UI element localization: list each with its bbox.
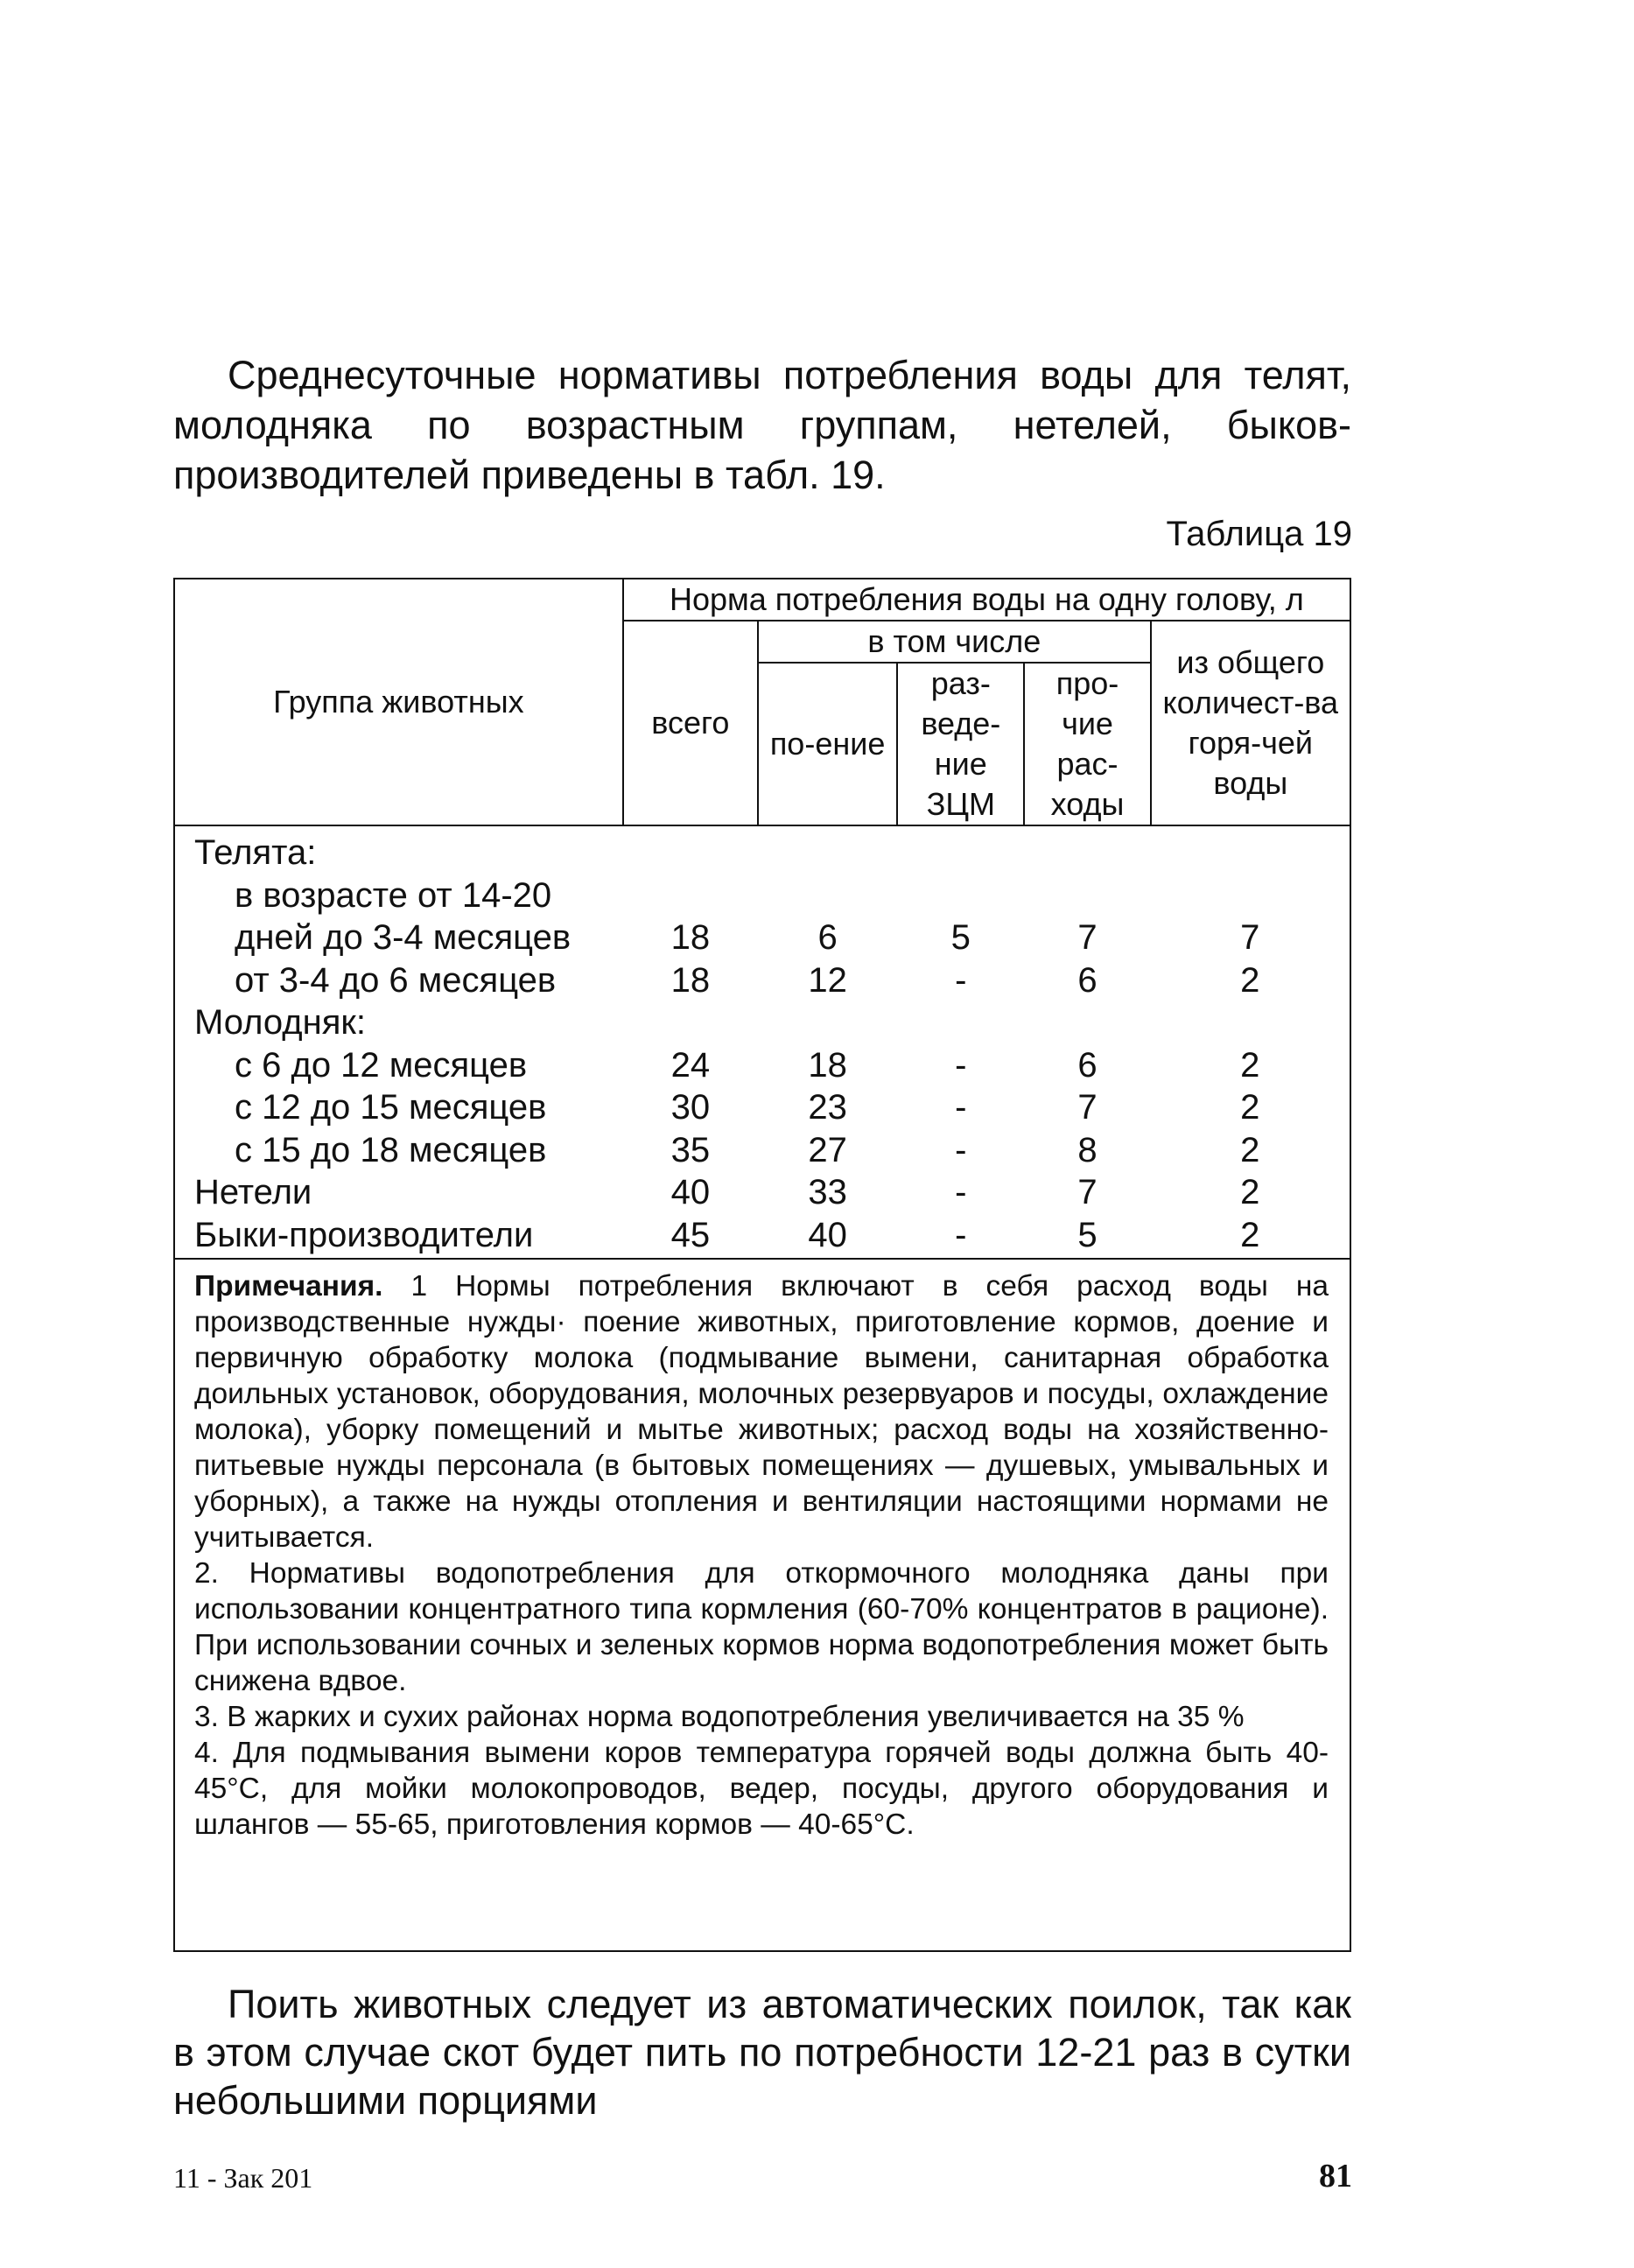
row-group: Молодняк: xyxy=(194,1003,366,1042)
row-other: 6 xyxy=(1077,1045,1098,1085)
row-total xyxy=(623,825,758,874)
header-drinking: по-ение xyxy=(758,663,897,825)
table-caption: Таблица 19 xyxy=(1166,515,1352,553)
row-other: 7 xyxy=(1077,1088,1098,1127)
row-group: с 15 до 18 месяцев xyxy=(235,1130,547,1169)
row-group: от 3-4 до 6 месяцев xyxy=(235,960,557,1000)
row-total xyxy=(623,874,758,917)
row-drinking xyxy=(758,874,897,917)
row-drinking: 27 xyxy=(808,1130,847,1169)
header-hot-water: из общего количест-ва горя-чей воды xyxy=(1151,621,1350,825)
row-group: в возрасте от 14-20 xyxy=(235,875,552,915)
header-zcm: раз-веде-ние ЗЦМ xyxy=(897,663,1024,825)
row-zcm xyxy=(897,874,1024,917)
row-zcm: - xyxy=(955,1045,967,1085)
row-total: 35 xyxy=(670,1130,711,1169)
row-group: с 6 до 12 месяцев xyxy=(235,1045,528,1085)
row-drinking: 23 xyxy=(808,1088,847,1127)
row-hot xyxy=(1151,874,1350,917)
row-other: 5 xyxy=(1024,1214,1150,1260)
row-zcm: - xyxy=(955,1088,967,1127)
row-drinking xyxy=(758,1001,897,1044)
row-other xyxy=(1024,1001,1150,1044)
row-zcm: - xyxy=(955,1173,967,1211)
note-4: 4. Для подмывания вымени коров температура горячей воды должна быть 40-45°С, для мойки молокопроводов, ведер, посуды, другого оборудования и шлангов — 55-65, приготовления кормов — 40-65°С. xyxy=(194,1737,1329,1841)
table-frame xyxy=(173,578,1351,1952)
row-total xyxy=(623,1001,758,1044)
row-group: Телята: xyxy=(194,833,317,872)
row-hot: 2 xyxy=(1151,1214,1350,1260)
row-total: 45 xyxy=(623,1214,758,1260)
table-row xyxy=(175,1086,1350,1129)
row-drinking: 6 xyxy=(817,918,838,957)
row-zcm xyxy=(897,825,1024,874)
footer-order-mark: 11 - Зак 201 xyxy=(173,2162,313,2194)
row-zcm: - xyxy=(897,1214,1024,1260)
row-total: 40 xyxy=(670,1173,711,1211)
row-hot: 2 xyxy=(1240,960,1260,1000)
row-hot: 2 xyxy=(1240,1130,1260,1169)
row-drinking: 12 xyxy=(808,960,847,1000)
header-norm: Норма потребления воды на одну голову, л xyxy=(623,579,1350,621)
row-group: Быки-производители xyxy=(175,1214,623,1260)
table-row xyxy=(175,1214,1350,1260)
row-other xyxy=(1024,874,1150,917)
row-hot: 7 xyxy=(1240,918,1260,957)
note-1-text: 1 Нормы потребления включают в себя расход воды на производственные нужды· поение животных, приготовление кормов, доение и первичную обработку молока (подмывание вымени, санитарная обработка доильных установок, оборудования, молочных резервуаров и посуды, охлаждение молока), уборку помещений и мытье животных; расход воды на хозяйственно-питьевые нужды персонала (в бытовых помещениях — душевых, умывальных и уборных), а также на нужды отопления и вентиляции настоящими нормами не учитывается. xyxy=(194,1270,1329,1554)
row-hot: 2 xyxy=(1240,1088,1260,1127)
row-zcm: 5 xyxy=(950,918,971,957)
row-other: 6 xyxy=(1077,960,1098,1000)
notes-lead: Примечания. xyxy=(194,1270,383,1303)
row-zcm: - xyxy=(955,1130,967,1169)
row-hot xyxy=(1151,825,1350,874)
closing-paragraph: Поить животных следует из автоматических поилок, так как в этом случае скот будет пить по потребности 12-21 раз в сутки небольшими порциями xyxy=(173,1982,1351,2123)
row-other: 7 xyxy=(1077,1173,1098,1211)
note-2: 2. Нормативы водопотребления для откормочного молодняка даны при использовании концентратного типа кормления (60-70% концентратов в рационе). При использовании сочных и зеленых кормов норма водопотребления может быть снижена вдвое. xyxy=(194,1557,1329,1697)
row-other xyxy=(1024,825,1150,874)
row-drinking: 33 xyxy=(808,1173,847,1211)
row-drinking xyxy=(758,825,897,874)
table-row xyxy=(175,1001,1350,1044)
header-including: в том числе xyxy=(758,621,1151,663)
row-total: 18 xyxy=(670,960,711,1000)
row-drinking: 40 xyxy=(758,1214,897,1260)
row-total: 24 xyxy=(670,1045,711,1085)
row-zcm xyxy=(897,1001,1024,1044)
row-other: 8 xyxy=(1077,1130,1098,1169)
table-row xyxy=(175,825,1350,874)
table-notes xyxy=(194,1268,1329,1843)
header-total: всего xyxy=(623,621,758,825)
row-zcm: - xyxy=(955,960,967,1000)
row-hot xyxy=(1151,1001,1350,1044)
header-group: Группа животных xyxy=(175,579,623,825)
table-row xyxy=(175,959,1350,1002)
page-number: 81 xyxy=(1319,2158,1352,2194)
table-row xyxy=(175,1044,1350,1087)
row-other: 7 xyxy=(1077,918,1098,957)
table-row xyxy=(175,1171,1350,1214)
row-group: Нетели xyxy=(194,1173,312,1211)
row-hot: 2 xyxy=(1240,1173,1260,1211)
water-norms-table xyxy=(175,579,1350,1260)
table-row xyxy=(175,1129,1350,1172)
row-group: с 12 до 15 месяцев xyxy=(235,1088,547,1127)
row-group: дней до 3-4 месяцев xyxy=(235,918,572,957)
row-total: 30 xyxy=(670,1088,711,1127)
table-row xyxy=(175,874,1350,917)
header-other: про-чие рас-ходы xyxy=(1024,663,1150,825)
table-row xyxy=(175,916,1350,959)
row-drinking: 18 xyxy=(808,1045,847,1085)
row-hot: 2 xyxy=(1240,1045,1260,1085)
note-3: 3. В жарких и сухих районах норма водопотребления увеличивается на 35 % xyxy=(194,1701,1245,1733)
note-1 xyxy=(194,1268,1329,1555)
intro-paragraph: Среднесуточные нормативы потребления воды для телят, молодняка по возрастным группам, нетелей, быков-производителей приведены в табл. 19. xyxy=(173,353,1351,497)
row-total: 18 xyxy=(670,918,711,957)
